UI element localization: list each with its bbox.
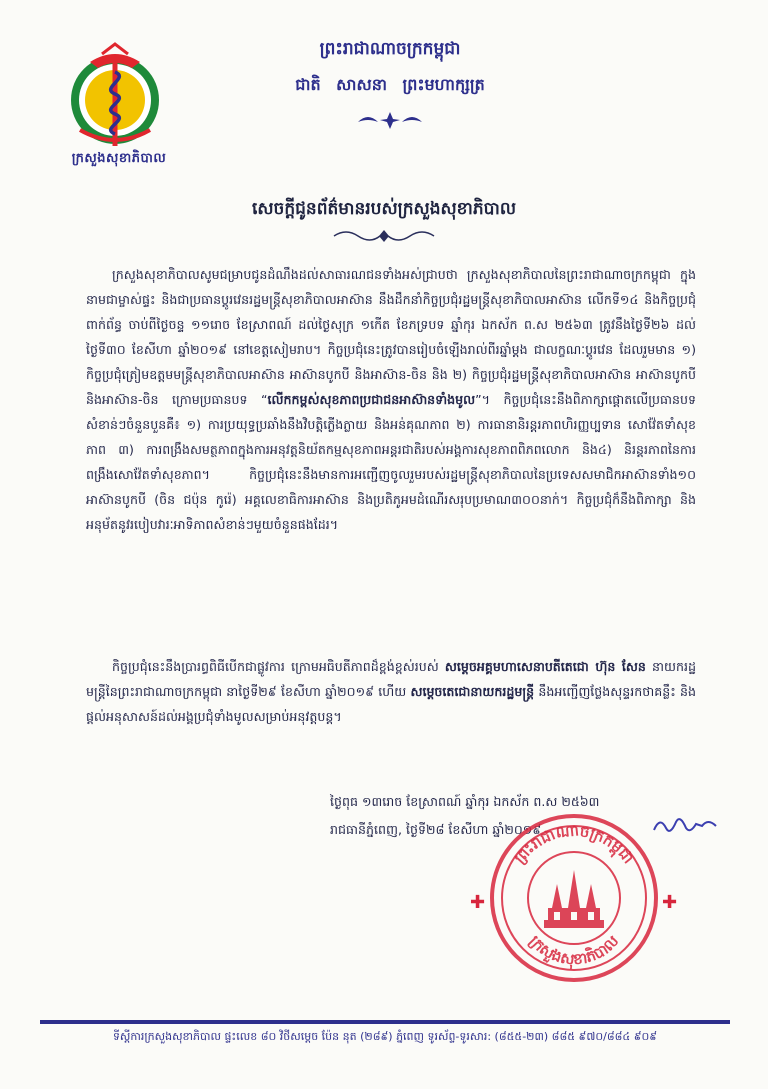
paragraph-1-theme: លើកកម្ពស់សុខភាពប្រជាជនអាស៊ានទាំងមូល	[267, 392, 476, 407]
header-ornament-icon	[350, 110, 430, 130]
kingdom-title: ព្រះរាជាណាចក្រកម្ពុជា	[319, 39, 461, 59]
paragraph-1-text-b: ”។ កិច្ចប្រជុំនេះនឹងពិភាក្សាផ្តោតលើប្រធានបទសំខាន់ៗចំនួនបួនគឺ៖ ១) ការប្រយុទ្ធប្រឆាំងនឹងវិបត្តិភ្លើងភ្លាយ និងអន់គុណភាព ២) ការធានានិរន្តរភាពហិរញ្ញប្បទាន សោវ៉ែតទាំសុខភាព ៣) ការពង្រឹងសមត្ថភាពក្នុងការអនុវត្តនិយ័តកម្មសុខភាពអន្តរជាតិរបស់អង្គការសុខភាពពិភពលោក និង៤) និរន្តរភាពនៃការពង្រឹងសោវ៉ែតទាំសុខភាព។ កិច្ចប្រជុំនេះនឹងមានការអញ្ជើញចូលរួមរបស់រដ្ឋមន្ត្រីសុខាភិបាលនៃប្រទេសសមាជិកអាស៊ានទាំង១០ អាស៊ានបូកបី (ចិន ជប៉ុន កូរ៉េ) អគ្គលេខាធិការអាស៊ាន និងប្រតិភូអមដំណើរសរុបប្រមាណ៣០០នាក់។ កិច្ចប្រជុំក៏នឹងពិភាក្សា និងអនុម័តនូវរបៀបវារៈអាទិភាពសំខាន់ៗមួយចំនួនផងដែរ។	[86, 392, 696, 532]
ministry-label: ក្រសួងសុខាភិបាល	[71, 151, 167, 166]
paragraph-2-name-1: សម្តេចអគ្គមហាសេនាបតីតេជោ ហ៊ុន សែន	[444, 659, 646, 674]
official-seal-stamp	[488, 812, 660, 984]
paragraph-2-text-b: នាយករដ្ឋមន្ត្រីនៃព្រះរាជាណាចក្រកម្ពុជា នាថ្ងៃទី២៩ ខែសីហា ឆ្នាំ២០១៩ ហើយ	[86, 659, 696, 699]
body-paragraph-1	[86, 262, 696, 537]
national-motto: ជាតិ សាសនា ព្រះមហាក្សត្រ	[295, 75, 485, 94]
handwritten-initials-icon	[650, 812, 720, 838]
seal-cross-left-icon: ✚	[470, 892, 486, 913]
ministry-logo-emblem	[60, 42, 170, 152]
title-ornament-icon	[330, 228, 438, 244]
seal-text-top: ព្រះរាជាណាចក្រកម្ពុជា	[510, 821, 638, 868]
angkor-temple-icon	[544, 870, 604, 928]
seal-cross-right-icon: ✚	[662, 892, 678, 913]
footer-divider	[40, 1020, 730, 1024]
svg-text:ក្រសួងសុខាភិបាល	[526, 932, 623, 971]
paragraph-2-text-a: កិច្ចប្រជុំនេះនឹងប្រារព្ធពិធីបើកជាផ្លូវការ ក្រោមអធិបតីភាពដ៏ខ្ពង់ខ្ពស់របស់	[112, 659, 445, 674]
document-title: សេចក្តីជូនព័ត៌មានរបស់ក្រសួងសុខាភិបាល	[251, 199, 517, 219]
paragraph-2-text-c: នឹងអញ្ជើញថ្លែងសុន្ទរកថាគន្លឹះ និងផ្តល់អនុសាសន៍ដល់អង្គប្រជុំទាំងមូលសម្រាប់អនុវត្តបន្ត។	[86, 684, 696, 724]
solar-date: រាជធានីភ្នំពេញ, ថ្ងៃទី២៨ ខែសីហា ឆ្នាំ២០១៩	[330, 822, 542, 837]
body-paragraph-2	[86, 654, 696, 729]
paragraph-2-name-2: សម្តេចតេជោនាយករដ្ឋមន្ត្រី	[410, 684, 535, 699]
seal-text-bottom: ក្រសួងសុខាភិបាល	[525, 931, 623, 969]
footer-address: ទីស្តីការក្រសួងសុខាភិបាល ផ្ទះលេខ ៨០ វិថីសម្តេច ប៉ែន នុត (២៨៩) ភ្នំពេញ ទូរស័ព្ទ-ទូរសារ: (៨៥៥-២៣) ៨៨៥ ៩៧០/៨៨៤ ៩០៩	[112, 1030, 658, 1043]
lunar-date: ថ្ងៃពុធ ១៣រោច ខែស្រាពណ៍ ឆ្នាំកុរ ឯកស័ក ព.ស ២៥៦៣	[330, 794, 600, 809]
paragraph-1-text-a: ក្រសួងសុខាភិបាលសូមជម្រាបជូនដំណឹងដល់សាធារណជនទាំងអស់ជ្រាបថា ក្រសួងសុខាភិបាលនៃព្រះរាជាណាចក្រកម្ពុជា ក្នុងនាមជាម្ចាស់ផ្ទះ និងជាប្រធានប្តូរវេនរដ្ឋមន្ត្រីសុខាភិបាលអាស៊ាន នឹងដឹកនាំកិច្ចប្រជុំរដ្ឋមន្ត្រីសុខាភិបាលអាស៊ាន លើកទី១៤ និងកិច្ចប្រជុំពាក់ព័ន្ធ ចាប់ពីថ្ងៃចន្ទ ១១រោច ខែស្រាពណ៍ ដល់ថ្ងៃសុក្រ ១កើត ខែភទ្របទ ឆ្នាំកុរ ឯកស័ក ព.ស ២៥៦៣ ត្រូវនឹងថ្ងៃទី២៦ ដល់ថ្ងៃទី៣០ ខែសីហា ឆ្នាំ២០១៩ នៅខេត្តសៀមរាប។ កិច្ចប្រជុំនេះត្រូវបានរៀបចំឡើងរាល់ពីរឆ្នាំម្តង ជាលក្ខណៈប្តូរវេន ដែលរួមមាន ១) កិច្ចប្រជុំត្រៀមឧត្តមមន្ត្រីសុខាភិបាលអាស៊ាន អាស៊ានបូកបី និងអាស៊ាន-ចិន និង ២) កិច្ចប្រជុំរដ្ឋមន្ត្រីសុខាភិបាលអាស៊ាន អាស៊ានបូកបី និងអាស៊ាន-ចិន ក្រោមប្រធានបទ “	[86, 267, 696, 407]
